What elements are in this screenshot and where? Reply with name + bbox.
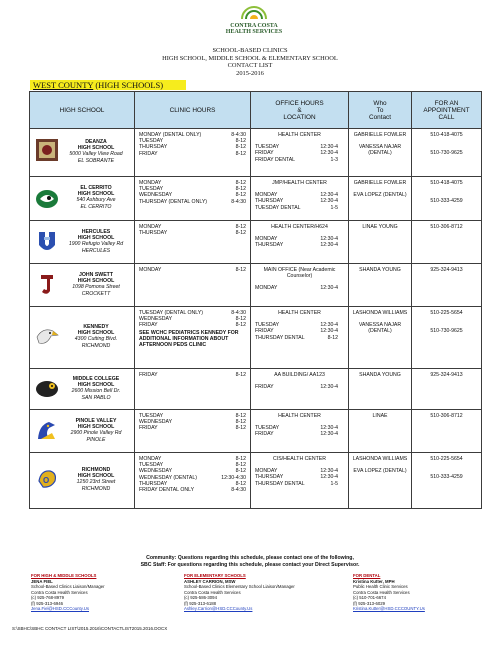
contact-person: SHANDA YOUNG [359,372,401,378]
clinic-hours-line: FRIDAY 8-12 [139,372,246,378]
office-hours-line: THURSDAY DENTAL 8-12 [255,334,338,341]
clinic-hours-line: FRIDAY 8-12 [139,150,246,157]
footer-note [0,555,500,568]
office-location: HEALTH CENTER [278,413,321,419]
school-logo-icon [35,467,59,491]
office-hours-cell [251,307,349,369]
org-name [222,23,286,35]
contact-person-cell [349,129,412,177]
contact-person-cell [349,307,412,369]
phone-number-dental: 510-333-4259 [430,474,463,481]
footer-line2: SBC Staff: For questions regarding this schedule, please contact your Direct Supervisor. [140,561,360,568]
school-cell [30,177,135,221]
office-location: HEALTH CENTER/H624 [271,224,328,230]
region-sub: (HIGH SCHOOLS) [95,80,164,90]
clinic-hours-line: WEDNESDAY 8-12 [139,468,246,475]
contact-person-dental: VANESSA NAJAR (DENTAL) [358,322,402,335]
clinic-hours-line: MONDAY 8-12 [139,267,246,273]
clinic-hours-line: THURSDAY 8-12 [139,230,246,237]
contact-person-cell [349,410,412,453]
office-hours-line: THURSDAY 12:30-4 [255,474,338,481]
office-location: JMP/HEALTH CENTER [272,180,327,186]
clinic-hours-line: WEDNESDAY 8-12 [139,316,246,323]
school-cell [30,129,135,177]
school-type: HIGH SCHOOL [77,278,115,285]
office-hours-cell [251,369,349,410]
contact-person: LASHONDA WILLIAMS [352,310,408,316]
phone-cell [412,177,482,221]
clinic-hours-cell [135,221,251,264]
office-location: HEALTH CENTER [278,310,321,316]
office-hours-cell [251,453,349,509]
contra-costa-logo [222,6,286,46]
clinic-hours-line: TUESDAY 8-12 [139,186,246,193]
school-cell [30,369,135,410]
clinic-hours-line: THURSDAY (DENTAL ONLY) 8-4:30 [139,198,246,205]
phone-number: 925-324-9413 [430,267,463,273]
contact-block: FOR DENTAL Kristina Kutter, MPH Public Health Clinic Services Contra Costa Health Services (c) 510-701-6674 (f) 925-313-6029 Kristina.Kutter@HSD.CCCOUNTY.Us [353,573,493,612]
contact-person: SHANDA YOUNG [359,267,401,273]
clinic-hours-cell [135,129,251,177]
school-type: HIGH SCHOOL [77,330,115,337]
header-line4: 2015-2016 [236,69,264,77]
email-link[interactable]: Jena.Fiel@HSD.CCCounty.Us [31,606,90,611]
phone-cell [412,369,482,410]
school-name: JOHN SWETT [78,272,113,278]
phone-number: 510-418-4075 [430,180,463,186]
clinic-hours-line: MONDAY 8-12 [139,456,246,462]
phone-number: 925-324-9413 [430,372,463,378]
school-city: RICHMOND [81,342,111,349]
school-cell [30,264,135,307]
phone-cell [412,307,482,369]
school-name: DEANZA [85,139,107,145]
table-row [30,177,482,221]
col-who: Who To Contact [349,92,412,129]
school-name: MIDDLE COLLEGE [72,376,120,382]
school-type: HIGH SCHOOL [77,473,115,480]
clinic-hours-cell [135,453,251,509]
region-label [30,80,186,90]
clinic-hours-cell [135,264,251,307]
document-header [0,47,500,77]
header-line3: CONTACT LIST [227,62,273,70]
school-city: EL CERRITO [80,203,112,210]
school-info [60,376,132,401]
email-link[interactable]: Ashley.Carrion@HSD.CCCounty.Us [184,606,253,611]
school-city: PINOLE [86,436,106,443]
school-cell [30,221,135,264]
school-info [60,229,132,254]
school-address: 1900 Refugio Valley Rd [68,241,124,248]
school-cell [30,410,135,453]
contact-person-cell [349,453,412,509]
office-hours-line: FRIDAY 12:30-4 [255,384,338,391]
clinic-hours-line: TUESDAY (DENTAL ONLY) 8-4:30 [139,310,246,316]
school-city: EL SOBRANTE [77,157,115,164]
school-type: HIGH SCHOOL [77,191,115,198]
school-logo-icon [35,187,59,211]
header-line2: HIGH SCHOOL, MIDDLE SCHOOL & ELEMENTARY SCHOOL [162,54,338,62]
office-hours-line: MONDAY 12:30-4 [255,468,338,475]
school-address: 2600 Mission Bell Dr. [71,388,121,395]
phone-cell [412,129,482,177]
school-name: PINOLE VALLEY [75,418,117,424]
table-row [30,410,482,453]
table-row [30,453,482,509]
phone-number: 510-306-8712 [430,224,463,230]
school-city: RICHMOND [81,485,111,492]
table-row [30,129,482,177]
school-city: CROCKETT [81,290,111,297]
phone-cell [412,264,482,307]
office-hours-line: FRIDAY DENTAL 1-3 [255,156,338,163]
school-name: KENNEDY [83,324,109,330]
contact-person-dental: VANESSA NAJAR (DENTAL) [358,144,402,157]
school-cell [30,307,135,369]
clinic-hours-line: FRIDAY 8-12 [139,322,246,329]
office-hours-line: TUESDAY DENTAL 1-5 [255,204,338,211]
school-name: RICHMOND [81,467,111,473]
school-type: HIGH SCHOOL [77,424,115,431]
school-logo-icon [35,229,59,253]
office-hours-line: MONDAY 12:30-4 [255,236,338,243]
clinic-hours-cell [135,410,251,453]
school-info [60,418,132,443]
clinic-hours-cell [135,177,251,221]
clinic-note: SEE WCHC PEDIATRICS KENNEDY FOR ADDITIONAL INFORMATION ABOUT AFTERNOON PEDS CLINIC [139,329,239,349]
table-row [30,369,482,410]
clinic-hours-line: TUESDAY 8-12 [139,138,246,145]
school-logo-icon [35,273,59,297]
school-info [60,185,132,210]
school-address: 540 Ashbury Ave [76,197,116,204]
clinic-hours-cell [135,307,251,369]
clinic-hours-line: MONDAY 8-12 [139,180,246,186]
school-cell [30,453,135,509]
office-location: CIS/HEALTH CENTER [273,456,326,462]
phone-number: 510-225-5654 [430,310,463,316]
phone-number-dental: 510-730-9625 [430,328,463,335]
office-hours-line: FRIDAY 12:30-4 [255,328,338,335]
contact-person: LINAE [372,413,388,419]
org-line2: HEALTH SERVICES [225,29,283,35]
file-path: S:\SBHC\SBHC CONTACT LIST\2015.2016\CONTACTLIST2015.2016.DOCX [12,626,168,631]
contact-person-dental: EVA LOPEZ (DENTAL) [353,468,407,475]
table-header-row [30,92,482,129]
clinic-hours-cell [135,369,251,410]
office-hours-cell [251,264,349,307]
table-row [30,221,482,264]
phone-cell [412,453,482,509]
phone-cell [412,221,482,264]
school-address: 1098 Pomona Street [72,284,120,291]
contact-person-cell [349,177,412,221]
office-location: HEALTH CENTER [278,132,321,138]
clinic-hours-line: WEDNESDAY 8-12 [139,419,246,426]
clinic-hours-line: FRIDAY 8-12 [139,425,246,432]
office-hours-cell [251,177,349,221]
school-logo-icon [35,138,59,162]
office-hours-line: MONDAY 12:30-4 [255,192,338,199]
col-school: HIGH SCHOOL [30,92,135,129]
school-info [60,324,132,349]
contact-person: LINAE YOUNG [362,224,398,230]
org-line1: CONTRA COSTA [230,23,278,29]
clinic-hours-line: TUESDAY 8-12 [139,413,246,419]
phone-number-dental: 510-730-9625 [430,150,463,157]
clinic-hours-line: MONDAY (DENTAL ONLY) 8-4:30 [139,132,246,138]
clinic-hours-line: THURSDAY 8-12 [139,480,246,487]
office-hours-line: THURSDAY 12:30-4 [255,198,338,205]
school-city: SAN PABLO [81,394,111,401]
contact-person-cell [349,369,412,410]
email-link[interactable]: Kristina.Kutter@HSD.CCCOUNTY.Us [353,606,425,611]
footer-line1: Community: Questions regarding this schedule, please contact one of the following, [146,555,354,561]
col-office: OFFICE HOURS & LOCATION [251,92,349,129]
school-address: 4300 Cutting Blvd. [74,336,118,343]
office-location: MAIN OFFICE (Near Academic Counselor) [263,267,336,280]
contact-block: FOR HIGH & MIDDLE SCHOOLS JENA FIEL School-Based Clinics Liaison/Manager Contra Costa Health Services (c) 925-768-8979 (f) 925-313-6946 Jena.Fiel@HSD.CCCounty.Us [31,573,181,612]
school-logo-icon [35,419,59,443]
svg-text:O: O [43,476,50,485]
school-address: 1250 23rd Street [76,479,116,486]
contact-person-cell [349,264,412,307]
office-hours-line: FRIDAY 12:30-4 [255,431,338,438]
phone-number: 510-418-4075 [430,132,463,138]
school-address: 5000 Valley View Road [69,151,123,158]
school-info [60,139,132,164]
school-city: HERCULES [81,247,111,254]
phone-number-dental: 510-333-4259 [430,198,463,205]
sunburst-icon [240,6,268,20]
contact-person: GABRIELLE FOWLER [353,180,407,186]
schedule-table [29,91,482,509]
school-name: EL CERRITO [80,185,112,191]
school-name: HERCULES [81,229,111,235]
phone-cell [412,410,482,453]
office-hours-cell [251,221,349,264]
office-hours-line: THURSDAY DENTAL 1-5 [255,480,338,487]
clinic-hours-line: WEDNESDAY 8-12 [139,192,246,199]
clinic-hours-line: FRIDAY DENTAL ONLY 8-4:30 [139,487,246,494]
school-type: HIGH SCHOOL [77,382,115,389]
office-hours-line: FRIDAY 12:30-4 [255,150,338,157]
table-row [30,307,482,369]
contact-person: GABRIELLE FOWLER [353,132,407,138]
school-logo-icon [35,376,59,400]
office-hours-line: TUESDAY 12:30-4 [255,425,338,432]
contact-block: FOR ELEMENTARY SCHOOLS ASHLEY CARRION, MSW School-Based Clinics Elementary School Liaison/Manager Contra Costa Health Services (c) 925-586-3094 (f) 925-313-6188 Ashley.Carrion@HSD.CCCounty.Us [184,573,344,612]
col-appt: FOR AN APPOINTMENT CALL [412,92,482,129]
office-hours-line: MONDAY 12:30-4 [255,285,338,292]
school-info [60,272,132,297]
phone-number: 510-225-5654 [430,456,463,462]
clinic-hours-line: TUESDAY 8-12 [139,462,246,469]
school-address: 2900 Pinole Valley Rd [70,430,122,437]
col-clinic: CLINIC HOURS [135,92,251,129]
school-logo-icon [35,325,59,349]
contact-person-dental: EVA LOPEZ (DENTAL) [353,192,407,199]
clinic-hours-line: THURSDAY 8-12 [139,144,246,151]
office-hours-line: THURSDAY 12:30-4 [255,242,338,249]
office-hours-line: TUESDAY 12:30-4 [255,322,338,329]
region-name: WEST COUNTY [33,80,94,90]
office-hours-line: TUESDAY 12:30-4 [255,144,338,151]
header-line1: SCHOOL-BASED CLINICS [212,47,288,54]
office-location: AA BUILDING/ AA123 [274,372,325,378]
contact-person: LASHONDA WILLIAMS [352,456,408,462]
contact-person-cell [349,221,412,264]
clinic-hours-line: MONDAY 8-12 [139,224,246,230]
school-type: HIGH SCHOOL [77,145,115,152]
school-type: HIGH SCHOOL [77,235,115,242]
clinic-hours-line: WEDNESDAY (DENTAL) 12:30-4:30 [139,474,246,481]
office-hours-cell [251,129,349,177]
table-row [30,264,482,307]
school-info [60,467,132,492]
phone-number: 510-306-8712 [430,413,463,419]
office-hours-cell [251,410,349,453]
